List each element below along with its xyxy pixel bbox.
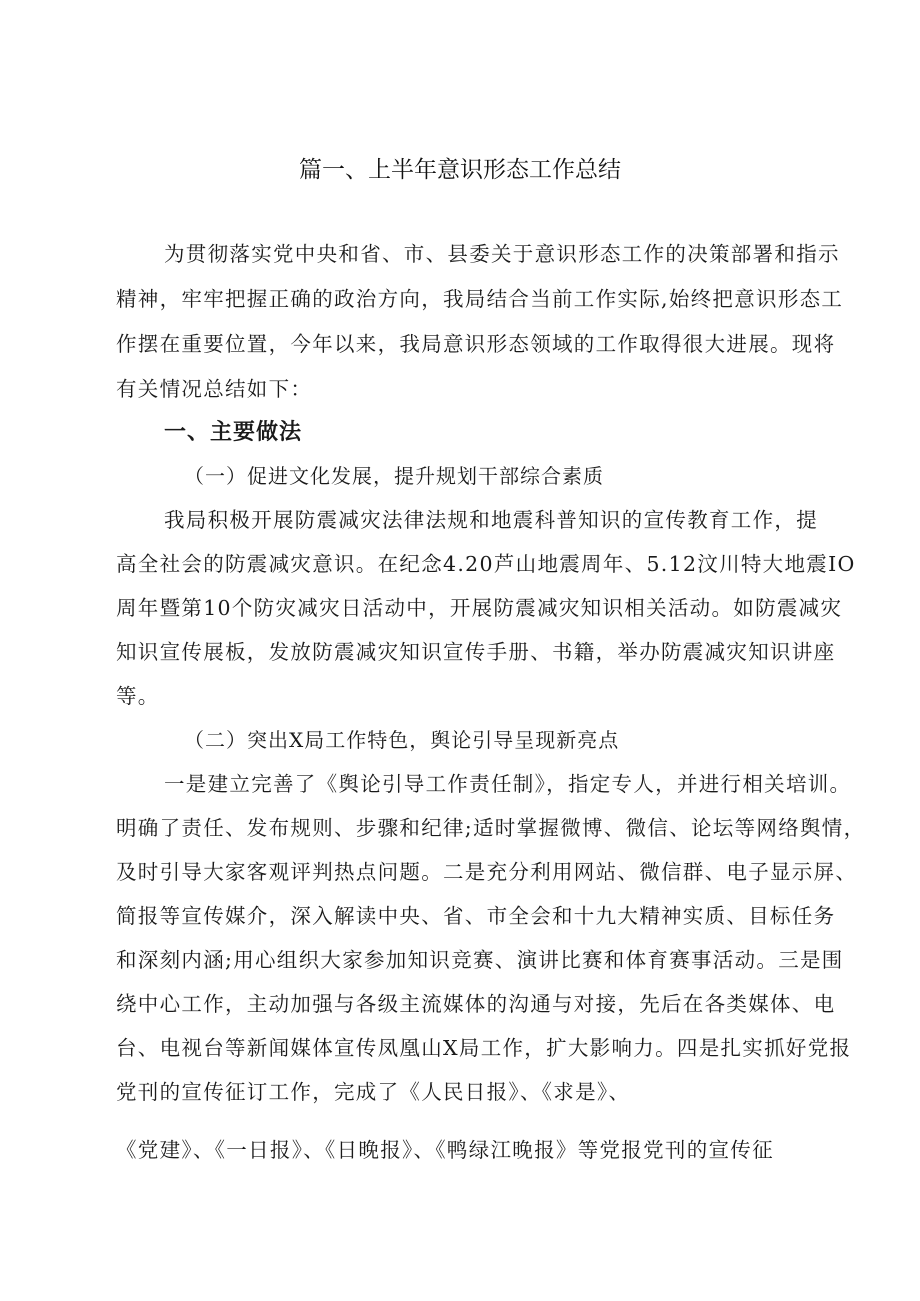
sub2-line-8: 党刊的宣传征订工作，完成了《人民日报》、《求是》、 — [116, 1080, 631, 1104]
sub2-line-7: 台、电视台等新闻媒体宣传凤凰山X局工作，扩大影响力。四是扎实抓好党报 — [116, 1036, 852, 1060]
document-title: 篇一、上半年意识形态工作总结 — [299, 157, 621, 183]
sub1-line-3: 周年暨第10个防灾减灾日活动中，开展防震减灾知识相关活动。如防震减灾 — [116, 596, 843, 620]
sub2-line-3: 及时引导大家客观评判热点问题。二是充分利用网站、微信群、电子显示屏、 — [116, 860, 858, 884]
subsection-1-heading: （一）促进文化发展，提升规划干部综合素质 — [184, 464, 604, 488]
sub2-line-1: 一是建立完善了《舆论引导工作责任制》，指定专人，并进行相关培训。 — [164, 772, 852, 796]
sub2-line-2: 明确了责任、发布规则、步骤和纪律;适时掌握微博、微信、论坛等网络舆情， — [116, 816, 866, 840]
intro-line-4: 有关情况总结如下： — [116, 377, 313, 401]
sub2-line-6: 绕中心工作，主动加强与各级主流媒体的沟通与对接，先后在各类媒体、电 — [116, 992, 836, 1016]
section-heading: 一、主要做法 — [164, 420, 303, 445]
subsection-2-heading: （二）突出X局工作特色，舆论引导呈现新亮点 — [184, 728, 620, 752]
sub2-line-5: 和深刻内涵;用心组织大家参加知识竞赛、演讲比赛和体育赛事活动。三是围 — [116, 948, 844, 972]
intro-line-2: 精神，牢牢把握正确的政治方向，我局结合当前工作实际,始终把意识形态工 — [116, 287, 844, 311]
sub1-line-2: 高全社会的防震减灾意识。在纪念4.20芦山地震周年、5.12汶川特大地震IO — [116, 552, 856, 576]
sub2-line-4: 简报等宣传媒介，深入解读中央、省、市全会和十九大精神实质、目标任务 — [116, 904, 836, 928]
sub1-line-4: 知识宣传展板，发放防震减灾知识宣传手册、书籍，举办防震减灾知识讲座 — [116, 640, 836, 664]
sub2-line-9: 《党建》、《一日报》、《日晚报》、《鸭绿江晚报》等党报党刊的宣传征 — [116, 1138, 774, 1162]
intro-line-3: 作摆在重要位置，今年以来，我局意识形态领域的工作取得很大进展。现将 — [116, 332, 836, 356]
intro-line-1: 为贯彻落实党中央和省、市、县委关于意识形态工作的决策部署和指示 — [164, 242, 840, 266]
sub1-line-5: 等。 — [116, 684, 160, 708]
sub1-line-1: 我局积极开展防震减灾法律法规和地震科普知识的宣传教育工作，提 — [164, 508, 818, 532]
